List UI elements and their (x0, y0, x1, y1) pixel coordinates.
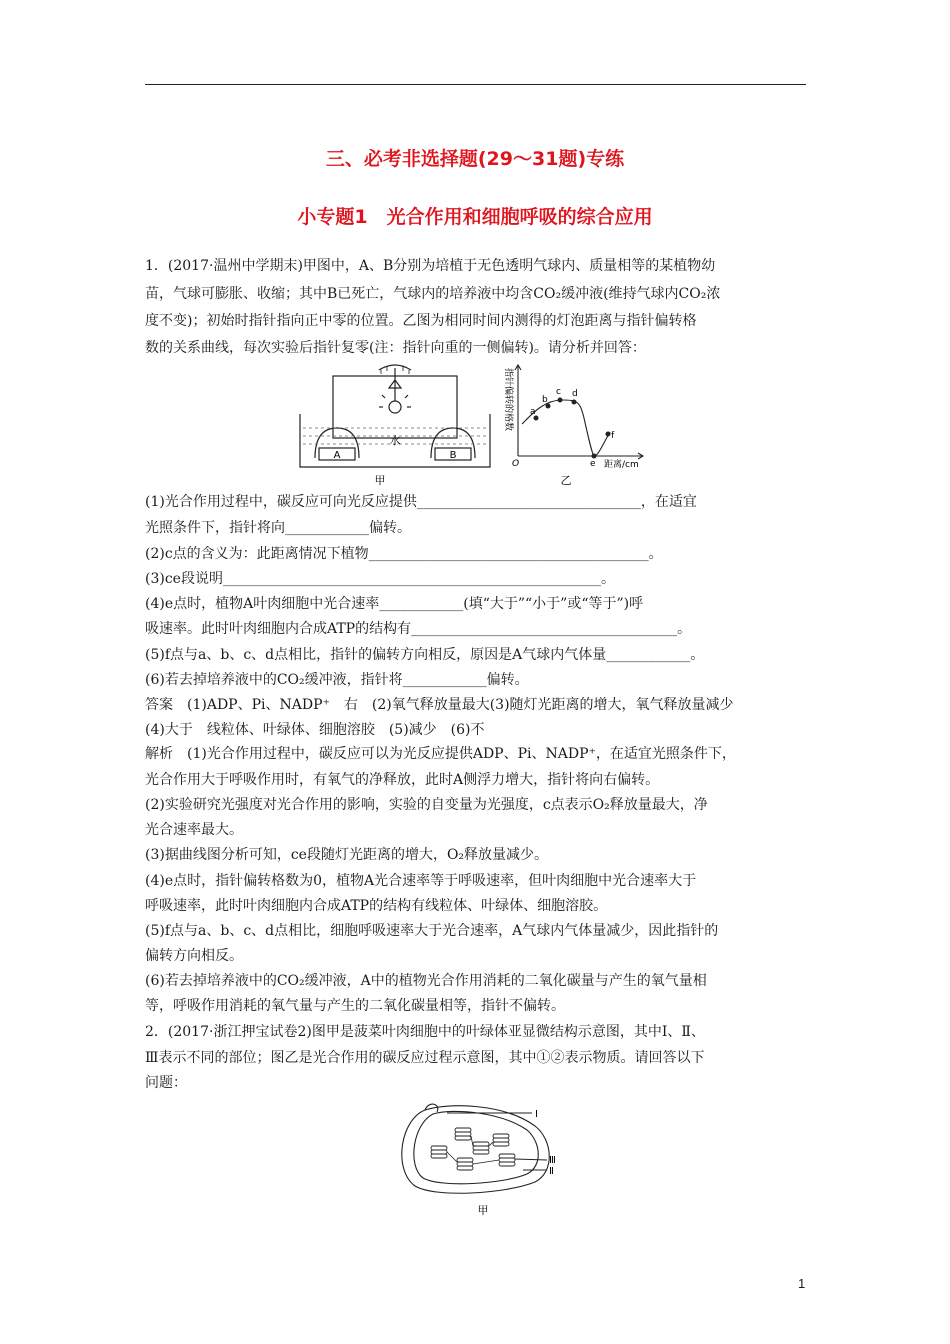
point-d (572, 400, 577, 405)
q1-question-line: (2)c点的含义为：此距离情况下植物________________________________________。 (145, 546, 663, 562)
figure-apparatus (295, 362, 495, 487)
q2-stem-line: Ⅲ表示不同的部位；图乙是光合作用的碳反应过程示意图，其中①②表示物质。请回答以下 (145, 1050, 705, 1066)
figure-curve (492, 362, 662, 487)
origin-label: O (512, 459, 520, 469)
point-c (558, 398, 563, 403)
q1-analysis-line: 解析 (1)光合作用过程中，碳反应可以为光反应提供ADP、Pi、NADP⁺，在适宜光照条件下， (145, 746, 736, 762)
page-number: 1 (798, 1276, 806, 1291)
q1-analysis-line: 偏转方向相反。 (145, 948, 243, 964)
q1-question-line: (1)光合作用过程中，碳反应可向光反应提供________________________________，在适宜 (145, 494, 697, 510)
label-a: A (333, 450, 341, 461)
bulb-icon (389, 401, 401, 413)
pointer-line-3 (515, 1159, 547, 1160)
granum (457, 1158, 473, 1170)
q2-stem-line: 2．(2017·浙江押宝试卷2)图甲是菠菜叶肉细胞中的叶绿体亚显微结构示意图，其中Ⅰ、Ⅱ、 (145, 1024, 705, 1040)
q2-stem-line: 问题： (145, 1075, 187, 1091)
q1-analysis-line: 等，呼吸作用消耗的氧气量与产生的二氧化碳量相等，指针不偏转。 (145, 998, 565, 1014)
q1-stem-line: 1．(2017·温州中学期末)甲图中，A、B分别为培植于无色透明气球内、质量相等的某植物幼 (145, 258, 716, 274)
label-part-3: Ⅲ (549, 1155, 556, 1166)
q1-question-line: (4)e点时，植物A叶肉细胞中光合速率____________(填“大于”“小于”或“等于”)呼 (145, 596, 644, 612)
point-label-c: c (556, 387, 561, 397)
granum (493, 1134, 509, 1146)
label-part-1: Ⅰ (535, 1109, 538, 1120)
q1-analysis-line: (5)f点与a、b、c、d点相比，细胞呼吸速率大于光合速率，A气球内气体量减少，因此指针的 (145, 923, 719, 939)
q1-stem-line: 度不变)；初始时指针指向正中零的位置。乙图为相同时间内测得的灯泡距离与指针偏转格 (145, 313, 697, 329)
granum (455, 1128, 471, 1140)
granum (499, 1154, 515, 1166)
granum (473, 1142, 489, 1154)
figure-chloroplast (395, 1100, 580, 1220)
point-label-a: a (530, 407, 536, 417)
q1-analysis-line: (6)若去掉培养液中的CO₂缓冲液，A中的植物光合作用消耗的二氧化碳量与产生的氧气量相 (145, 973, 707, 989)
point-e (592, 454, 597, 459)
point-label-d: d (572, 389, 578, 399)
q1-analysis-line: 光合作用大于呼吸作用时，有氧气的净释放，此时A侧浮力增大，指针将向右偏转。 (145, 772, 660, 788)
point-f (606, 432, 611, 437)
q1-question-line: (3)ce段说明______________________________________________________。 (145, 571, 615, 587)
q1-analysis-line: (3)据曲线图分析可知，ce段随灯光距离的增大，O₂释放量减少。 (145, 847, 549, 863)
q1-question-line: (5)f点与a、b、c、d点相比，指针的偏转方向相反，原因是A气球内气体量____________。 (145, 647, 705, 663)
q1-analysis-line: (2)实验研究光强度对光合作用的影响，实验的自变量为光强度，c点表示O₂释放量最大，净 (145, 797, 708, 813)
point-label-f: f (611, 431, 615, 441)
x-axis-label: 距离/cm (604, 460, 639, 470)
q1-question-line: 光照条件下，指针将向____________偏转。 (145, 520, 411, 536)
q1-answer-line: 答案 (1)ADP、Pi、NADP⁺ 右 (2)氧气释放量最大(3)随灯光距离的增大，氧气释放量减少 (145, 697, 734, 713)
q1-analysis-line: (4)e点时，指针偏转格数为0，植物A光合速率等于呼吸速率，但叶肉细胞中光合速率大于 (145, 873, 697, 889)
figure-caption: 乙 (560, 474, 572, 487)
y-axis-label: 指针偏转的格数 (503, 368, 513, 432)
label-b: B (449, 450, 457, 461)
q1-stem-line: 数的关系曲线，每次实验后指针复零(注：指针向重的一侧偏转)。请分析并回答： (145, 340, 646, 356)
granum (431, 1146, 447, 1158)
label-part-2: Ⅱ (549, 1166, 554, 1177)
header-rule (145, 84, 806, 85)
q1-stem-line: 苗，气球可膨胀、收缩；其中B已死亡，气球内的培养液中均含CO₂缓冲液(维持气球内CO₂浓 (145, 286, 721, 302)
q1-question-line: 吸速率。此时叶肉细胞内合成ATP的结构有______________________________________。 (145, 621, 692, 637)
q1-question-line: (6)若去掉培养液中的CO₂缓冲液，指针将____________偏转。 (145, 672, 529, 688)
topic-title: 小专题1 光合作用和细胞呼吸的综合应用 (297, 206, 653, 228)
figure-caption: 甲 (374, 474, 386, 487)
point-label-e: e (590, 459, 596, 469)
figure-caption: 甲 (477, 1204, 489, 1217)
q1-analysis-line: 光合速率最大。 (145, 822, 243, 838)
section-title: 三、必考非选择题(29～31题)专练 (325, 148, 625, 170)
q1-answer-line: (4)大于 线粒体、叶绿体、细胞溶胶 (5)减少 (6)不 (145, 722, 485, 738)
point-label-b: b (542, 395, 548, 405)
water-label: 水 (389, 434, 401, 447)
q1-analysis-line: 呼吸速率，此时叶肉细胞内合成ATP的结构有线粒体、叶绿体、细胞溶胶。 (145, 898, 608, 914)
